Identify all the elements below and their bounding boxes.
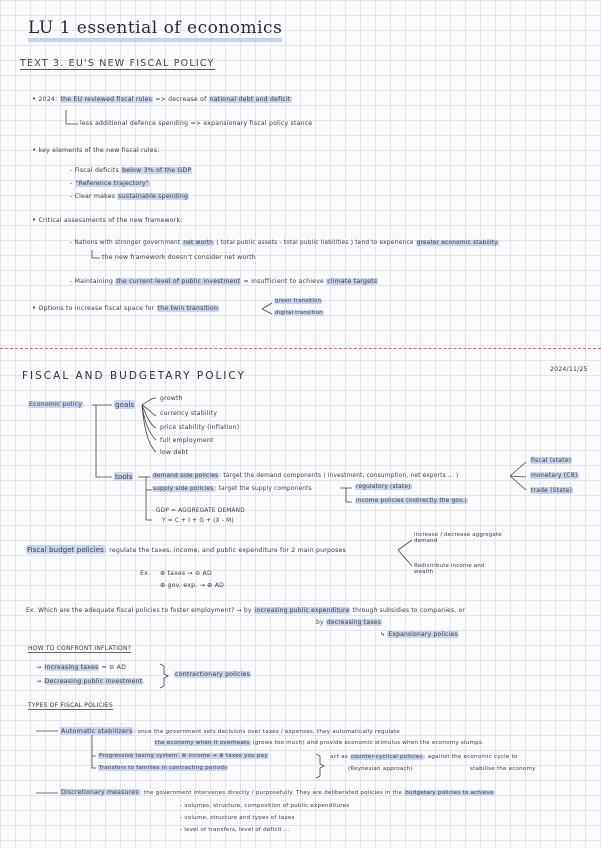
disc-hl2: budgetary policies to achieve xyxy=(405,790,494,796)
ex-2: ⊕ gov. exp. → ⊕ AD xyxy=(160,582,225,589)
goal-2: currency stability xyxy=(160,410,218,417)
inflation-1 xyxy=(36,664,126,671)
text3-heading-text: TEXT 3. EU'S NEW FISCAL POLICY xyxy=(20,58,215,69)
question-rest: through subsidies to companies, or xyxy=(352,607,466,614)
disc-item-3 xyxy=(180,827,290,833)
types-bracket xyxy=(92,735,96,768)
page-title xyxy=(28,18,282,38)
c1-mid: ( total public assets - total public liabilities ) tend to experience xyxy=(216,240,414,246)
dash: - xyxy=(180,827,183,833)
k1-highlight: below 3% of the GDP xyxy=(122,167,192,174)
progressive-taxing xyxy=(98,753,269,759)
b1-highlight: the EU reviewed fiscal rules xyxy=(60,96,153,103)
text3-bullet-3 xyxy=(32,216,183,224)
question-result xyxy=(380,631,459,638)
bullet-dot: • xyxy=(32,304,37,312)
progressive-text: Progressive taxing system: ⊕ income → ⊕ taxes you pay xyxy=(99,753,268,759)
tool-demand-hl: demand side policies xyxy=(153,473,219,479)
goal-1: growth xyxy=(160,395,183,402)
c2-highlight-2: climate targets xyxy=(327,278,378,285)
fiscal-heading: FISCAL AND BUDGETARY POLICY xyxy=(22,370,246,382)
gdp-line-1: GDP = AGGREGATE DEMAND xyxy=(156,508,245,514)
demand-opt-2 xyxy=(530,472,579,479)
types-heading xyxy=(28,702,113,709)
c1-highlight-2: greater economic stability xyxy=(416,240,498,246)
bullet-dot: • xyxy=(32,95,37,103)
inflation-heading xyxy=(28,645,131,652)
b1-mid: => decrease of xyxy=(155,96,207,103)
counter-pre: act as xyxy=(330,754,349,760)
result-arrow: ↳ xyxy=(380,631,386,638)
tool-supply-rest: : target the supply components xyxy=(214,486,312,492)
text3-bullet-2 xyxy=(32,146,160,154)
b3-text: Critical assessments of the new framework: xyxy=(38,217,183,224)
question-line-2 xyxy=(316,619,382,626)
tool-supply-hl: supply side policies xyxy=(153,486,214,492)
tools-label xyxy=(114,472,133,481)
c2-mid: = insufficient to achieve xyxy=(243,278,325,285)
econ-tools-line xyxy=(96,405,112,477)
page-divider xyxy=(0,348,601,349)
counter-hl: counter-cyclical policies xyxy=(351,754,423,760)
types-heading-text: TYPES OF FISCAL POLICIES xyxy=(28,702,113,709)
b1-pre: 2024: xyxy=(38,96,58,103)
supply-opt-1 xyxy=(355,484,412,490)
budget-fork xyxy=(398,540,412,566)
auto-line-2 xyxy=(154,740,484,746)
purpose-1: increase / decrease aggregate demand xyxy=(414,532,502,544)
inflation-1-hl: Increasing taxes xyxy=(44,664,99,671)
counter-cyclical xyxy=(330,754,518,760)
critique-2 xyxy=(70,278,378,285)
k2-highlight: "Reference trajectory" xyxy=(75,180,149,187)
tool-demand xyxy=(152,473,459,479)
question-hl2: decreasing taxes xyxy=(326,619,382,626)
question-hl1: increasing public expenditure xyxy=(254,607,350,614)
text3-bullet-1-sub: less additional defence spending => expansionary fiscal policy stance xyxy=(80,120,313,127)
dash: - xyxy=(180,815,183,821)
dash: - xyxy=(70,167,73,174)
dash: - xyxy=(70,180,73,187)
budget-rest: : regulate the taxes, income, and public expenditure for 2 main purposes xyxy=(104,547,346,554)
c1-pre: Nations with stronger government xyxy=(74,240,181,246)
b1-highlight-2: national debt and deficit xyxy=(209,96,291,103)
transfers-text: Transfers to families in contracting periods xyxy=(99,765,228,771)
bullet-dot: • xyxy=(32,216,37,224)
economic-policy xyxy=(28,401,83,408)
twin-o2: digital transition xyxy=(275,310,323,316)
auto-line-1 xyxy=(60,727,400,735)
dash: - xyxy=(180,803,183,809)
auto-hl: Automatic stabilizers xyxy=(61,727,133,735)
demand-opt-1 xyxy=(530,457,572,464)
twin-brace xyxy=(262,303,272,314)
twin-o1: green transition xyxy=(275,298,322,304)
tools-supply-bracket xyxy=(146,477,152,520)
infl-brace xyxy=(160,664,168,688)
inflation-2-hl: Decreasing public investment xyxy=(44,678,143,685)
k1-pre: Fiscal deficits xyxy=(74,167,119,174)
purpose-2: Redistribute income and wealth xyxy=(414,563,485,575)
inflation-1-rest: = ⊖ AD xyxy=(101,664,127,671)
inflation-2 xyxy=(36,678,143,685)
text3-bullet-1 xyxy=(32,95,292,103)
inflation-result xyxy=(174,671,251,678)
key-element-1 xyxy=(70,167,192,174)
critique-1-sub: the new framework doesn't consider net worth xyxy=(102,254,256,261)
counter-brace xyxy=(316,754,324,778)
twin-option-2 xyxy=(274,310,324,316)
question-text: Ex. Which are the adequate fiscal policies to foster employment? → by xyxy=(26,607,252,614)
inflation-heading-text: HOW TO CONFRONT INFLATION? xyxy=(28,645,132,652)
arrow: → xyxy=(36,678,42,685)
auto-rest2: (grows too much) and provide economic stimulus when the economy slumps. xyxy=(252,740,484,746)
demand-opt-1-text: fiscal (state) xyxy=(531,457,572,464)
fiscal-date: 2024/11/25 xyxy=(550,366,588,373)
c2-highlight: the current level of public investment xyxy=(116,278,241,285)
budget-hl: Fiscal budget policies xyxy=(27,545,104,554)
b4-pre: Options to increase fiscal space for xyxy=(38,305,155,312)
economic-policy-label: Economic policy xyxy=(29,401,83,408)
goal-4: full employment xyxy=(160,437,214,444)
sub-arrow-2 xyxy=(92,250,100,258)
tools-label-text: tools xyxy=(115,472,133,481)
disc-item-3-text: level of transfers, level of deficit ... xyxy=(184,827,290,833)
page-title-text: LU 1 essential of economics xyxy=(28,18,282,42)
k3-pre: Clear makes xyxy=(74,193,116,200)
disc-item-1 xyxy=(180,803,349,809)
demand-opt-3-text: trade (State) xyxy=(531,487,573,494)
ex-1: ⊕ taxes → ⊖ AD xyxy=(160,570,212,577)
disc-item-2 xyxy=(180,815,295,821)
transfers xyxy=(98,765,228,771)
goal-3: price stability (inflation) xyxy=(160,424,240,431)
tool-demand-rest: : target the demand components ( investment, consumption, net exports ... ) xyxy=(219,473,459,479)
question-by: by xyxy=(316,619,324,626)
sub-arrow-1 xyxy=(66,110,78,124)
gdp-line-2: Y = C + I + G + (X - M) xyxy=(162,518,234,524)
k3-highlight: sustainable spending xyxy=(118,193,189,200)
ex-label: Ex. xyxy=(140,570,151,577)
question-line xyxy=(26,607,465,614)
counter-rest: : against the economic cycle to xyxy=(423,754,518,760)
tool-supply xyxy=(152,486,312,492)
dash: - xyxy=(70,240,73,246)
goal-5: low debt xyxy=(160,449,189,456)
goals-label-text: goals xyxy=(115,400,135,409)
critique-1 xyxy=(70,240,499,246)
supply-opt-2-text: income policies (indirectly the gov.) xyxy=(356,498,467,504)
text3-heading xyxy=(20,58,215,69)
auto-rest: : once the government sets decisions over taxes / expenses, they automatically regulate xyxy=(133,729,400,735)
supply-opt-2 xyxy=(355,498,468,504)
dash: - xyxy=(70,278,73,285)
supply-opt-1-text: regulatory (state) xyxy=(356,484,411,490)
question-result-text: Expansionary policies xyxy=(388,631,458,638)
budget-policies xyxy=(26,545,346,554)
disc-item-1-text: volumes, structure, composition of public expenditures xyxy=(184,803,350,809)
twin-option-1 xyxy=(274,298,322,304)
arrow: → xyxy=(36,664,42,671)
stabilise: stabilise the economy xyxy=(470,766,536,772)
demand-fork xyxy=(510,462,526,490)
dash: - xyxy=(70,193,73,200)
discretionary-line xyxy=(60,789,495,796)
key-element-3 xyxy=(70,193,189,200)
disc-item-2-text: volume, structure and types of taxes xyxy=(184,815,295,821)
supply-bracket xyxy=(340,488,352,502)
keynesian: (Keynesian approach) xyxy=(348,766,413,772)
demand-opt-2-text: monetary (CB) xyxy=(531,472,578,479)
text3-bullet-4 xyxy=(32,304,219,312)
inflation-result-text: contractionary policies xyxy=(175,671,250,678)
goals-brace xyxy=(142,398,156,452)
bullet-dot: • xyxy=(32,146,37,154)
disc-rest: : the government intervenes directly / purposefully. They are deliberated policies in the xyxy=(139,790,403,796)
c1-highlight: net worth xyxy=(183,240,214,246)
key-element-2 xyxy=(70,180,150,187)
c2-pre: Maintaining xyxy=(74,278,114,285)
auto-hl2: the economy when it overheats xyxy=(155,740,250,746)
disc-hl: Discretionary measures xyxy=(61,789,139,796)
b2-text: key elements of the new fiscal rules: xyxy=(38,147,160,154)
goals-label xyxy=(114,400,135,409)
b4-highlight: the twin transition xyxy=(157,305,219,312)
demand-opt-3 xyxy=(530,487,573,494)
